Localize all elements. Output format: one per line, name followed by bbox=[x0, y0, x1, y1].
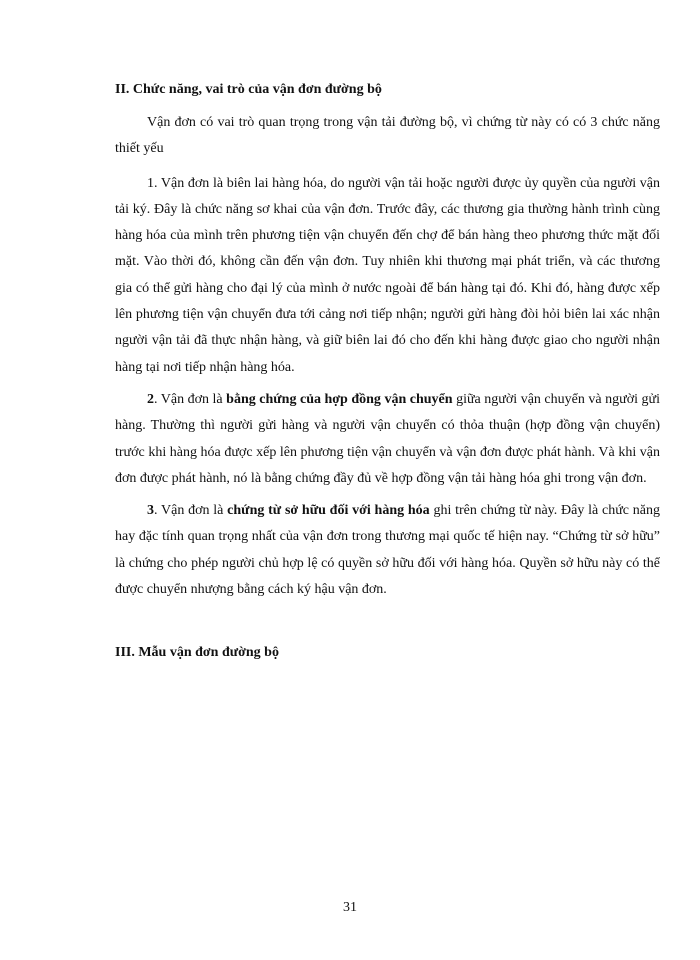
function-1-paragraph: 1. Vận đơn là biên lai hàng hóa, do người vận tải hoặc người được ủy quyền của người vận tải ký. Đây là chức năng sơ khai của vận đơn. Trước đây, các thương gia thường hành trình cùng hàng hóa của mình trên phương tiện vận chuyển đến chợ để bán hàng theo phương thức mặt đối mặt. Vào thời đó, không cần đến vận đơn. Tuy nhiên khi thương mại phát triển, và các thương gia có thể gửi hàng cho đại lý của mình ở nước ngoài để bán hàng tại đó. Khi đó, hàng được xếp lên phương tiện vận chuyển đưa tới cảng nơi tiếp nhận; người gửi hàng đòi hỏi biên lai xác nhận người vận tải đã thực nhận hàng, và giữ biên lai đó cho đến khi hàng được giao cho người nhận hàng tại nơi tiếp nhận hàng hóa. bbox=[115, 175, 660, 375]
section-3-heading: III. Mẫu vận đơn đường bộ bbox=[115, 645, 279, 661]
function-3-rest: ghi trên chứng từ này. Đây là chức năng hay đặc tính quan trọng nhất của vận đơn trong thương mại quốc tế hiện nay. “Chứng từ sở hữu” là chứng cho phép người chủ hợp lệ có quyền sở hữu đối với hàng hóa. Quyền sở hữu này có thể được chuyển nhượng bằng cách ký hậu vận đơn. bbox=[115, 503, 661, 598]
function-2-lead: . Vận đơn là bbox=[154, 391, 227, 407]
function-3-paragraph bbox=[115, 498, 660, 603]
function-2-emphasis: bằng chứng của hợp đồng vận chuyển bbox=[226, 391, 453, 407]
section-2-heading: II. Chức năng, vai trò của vận đơn đường bộ bbox=[115, 82, 382, 97]
function-2-number: 2 bbox=[147, 391, 154, 407]
function-3-emphasis: chứng từ sở hữu đối với hàng hóa bbox=[227, 503, 430, 519]
intro-paragraph: Vận đơn có vai trò quan trọng trong vận tải đường bộ, vì chứng từ này có có 3 chức năng thiết yếu bbox=[115, 115, 660, 157]
function-3-lead: . Vận đơn là bbox=[154, 503, 228, 519]
page-content bbox=[115, 80, 660, 663]
page-number: 31 bbox=[343, 900, 357, 915]
function-3-number: 3 bbox=[147, 503, 154, 519]
function-2-paragraph bbox=[115, 387, 660, 492]
function-2-rest: giữa người vận chuyển và người gửi hàng. Thường thì người gửi hàng và người vận chuyển có thỏa thuận (hợp đồng vận chuyển) trước khi hàng hóa được xếp lên phương tiện vận chuyển và vận đơn được phát hành. Và khi vận đơn được phát hành, nó là bằng chứng đầy đủ về hợp đồng vận tải hàng hóa ghi trong vận đơn. bbox=[115, 391, 660, 486]
